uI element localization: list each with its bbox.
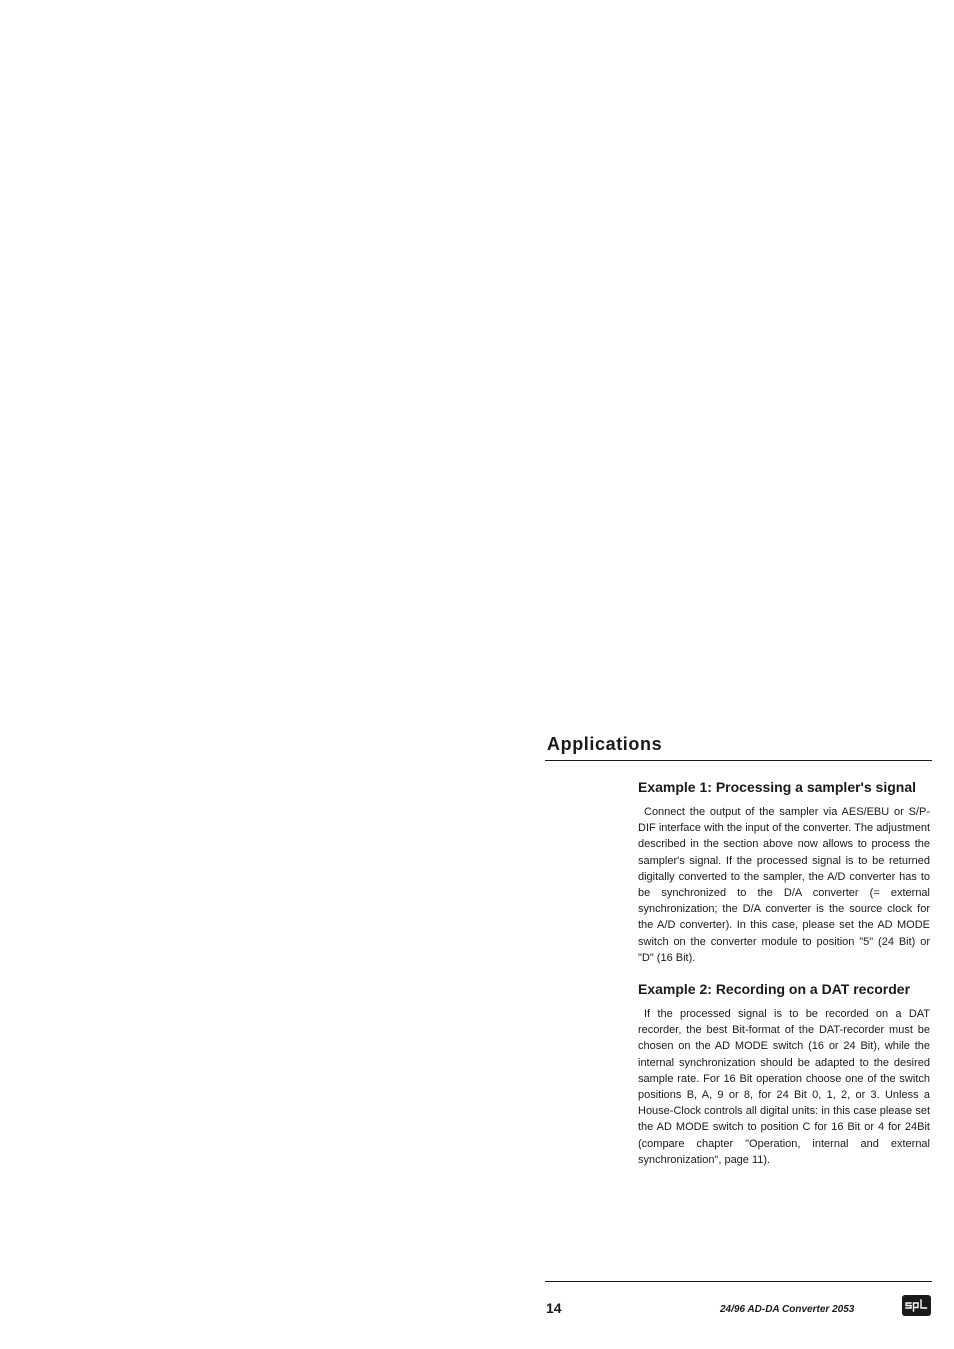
section-title: Applications bbox=[547, 734, 663, 754]
footer-divider bbox=[545, 1281, 932, 1282]
example-2-body: If the processed signal is to be recorded on a DAT recorder, the best Bit-format of the DAT-recorder must be chosen on the AD MODE switch (16 or 24 Bit), while the internal synchronization should be adapted to the desired sample rate. For 16 Bit operation choose one of the switch positions B, A, 9 or 8, for 24 Bit 0, 1, 2, or 3. Unless a House-Clock controls all digital units: in this case please set the AD MODE switch to position C for 16 Bit or 4 for 24Bit (compare chapter "Operation, internal and external synchronization", page 11). bbox=[638, 1008, 930, 1166]
spl-logo-icon bbox=[902, 1295, 931, 1316]
example-1-body: Connect the output of the sampler via AES/EBU or S/P-DIF interface with the input of the converter. The adjustment described in the section above now allows to process the sampler's signal. If the processed signal is to be returned digitally converted to the sampler, the A/D converter has to be synchronized to the D/A converter (= external synchronization; the D/A converter is the source clock for the A/D converter). In this case, please set the AD MODE switch on the converter module to position "5" (24 Bit) or "D" (16 Bit). bbox=[638, 806, 930, 964]
example-2 bbox=[638, 981, 930, 1168]
applications-content bbox=[638, 779, 930, 1168]
page-number: 14 bbox=[546, 1300, 562, 1316]
example-1-heading: Example 1: Processing a sampler's signal bbox=[638, 779, 917, 795]
header-divider bbox=[545, 760, 932, 761]
document-title: 24/96 AD-DA Converter 2053 bbox=[720, 1304, 855, 1315]
example-1 bbox=[638, 779, 930, 966]
example-2-heading: Example 2: Recording on a DAT recorder bbox=[638, 981, 911, 998]
